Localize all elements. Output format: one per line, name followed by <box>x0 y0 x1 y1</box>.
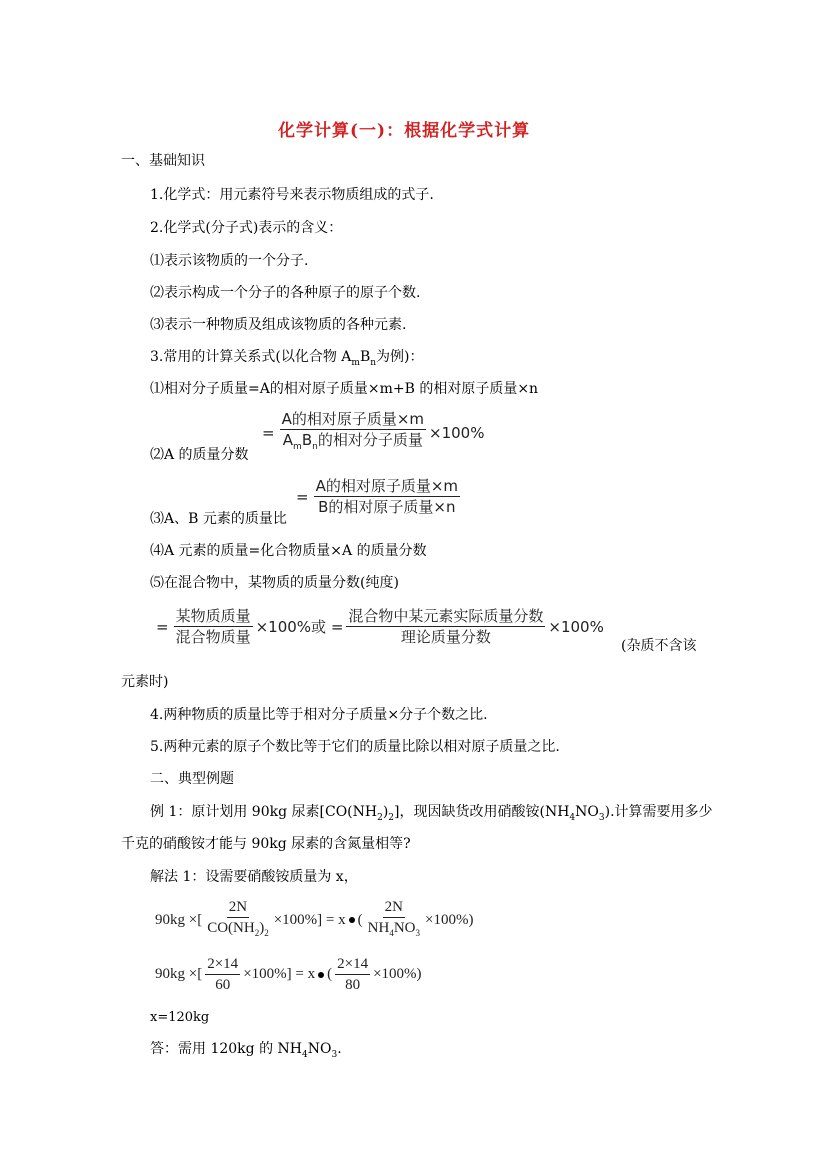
dot-operator <box>349 917 355 923</box>
equation-1: 90kg ×[ $\frac{2N}{CO(NH_2)_2}$ ×100%] = x ( $\frac{2N}{NH_4NO_3}$ ×100%) <box>155 899 474 938</box>
purity-note-a: (杂质不含该 <box>621 638 697 654</box>
item-3-1: ⑴相对分子质量=A的相对原子质量×m+B 的相对原子质量×n <box>150 381 539 397</box>
item-1: 1.化学式：用元素符号来表示物质组成的式子. <box>150 187 434 203</box>
item-3-5: ⑸在混合物中，某物质的质量分数(纯度) <box>150 575 399 591</box>
item-2-2: ⑵表示构成一个分子的各种原子的原子个数. <box>150 285 421 301</box>
purity-formula: = $\frac{\text{某物质质量}}{\text{混合物质量}}$ ×100%或 = $\frac{\text{混合物中某元素实际质量分数}}{\text{理论质量分数}}$ ×100% <box>156 607 604 646</box>
solution-1-intro: 解法 1：设需要硝酸铵质量为 x， <box>150 869 358 885</box>
answer-line: 答：需用 120kg 的 $NH_4NO_3$. <box>150 1041 342 1060</box>
mass-ratio-formula: = $\frac{\text{A的相对原子质量×m}}{\text{B的相对原子质量×n}}$ <box>296 477 459 516</box>
item-4: 4.两种物质的质量比等于相对分子质量×分子个数之比. <box>150 707 488 723</box>
item-2-1: ⑴表示该物质的一个分子. <box>150 253 309 269</box>
item-5: 5.两种元素的原子个数比等于它们的质量比除以相对原子质量之比. <box>150 739 560 755</box>
item-2-3: ⑶表示一种物质及组成该物质的各种元素. <box>150 317 407 333</box>
example-1-line-1: 例 1：原计划用 90kg 尿素$[CO(NH_2)_2]$，现因缺货改用硝酸铵$(NH_4NO_3)$.计算需要用多少 <box>150 804 713 823</box>
item-3: 3.常用的计算关系式(以化合物 $A_mB_n$为例)： <box>150 349 424 368</box>
result-line: x=120kg <box>150 1010 210 1025</box>
item-2: 2.化学式(分子式)表示的含义： <box>150 220 343 236</box>
section-examples: 二、典型例题 <box>150 771 234 787</box>
section-basic-knowledge: 一、基础知识 <box>121 153 205 169</box>
page-title: 化学计算(一)：根据化学式计算 <box>278 121 531 141</box>
item-3-2-label: ⑵A 的质量分数 <box>150 447 249 463</box>
item-3-4: ⑷A 元素的质量=化合物质量×A 的质量分数 <box>150 543 427 559</box>
equation-2: 90kg ×[ $\frac{2\times 14}{60}$ ×100%] = x ( $\frac{2\times 14}{80}$ ×100%) <box>155 956 422 993</box>
dot-operator <box>318 972 324 978</box>
item-3-3-label: ⑶A、B 元素的质量比 <box>150 511 287 527</box>
purity-note-b: 元素时) <box>121 674 169 690</box>
mass-fraction-formula: = $\frac{\text{A的相对原子质量×m}}{A_mB_n的相对分子质量}$ ×100% <box>262 410 485 452</box>
example-1-line-2: 千克的硝酸铵才能与 90kg 尿素的含氮量相等? <box>121 836 411 852</box>
